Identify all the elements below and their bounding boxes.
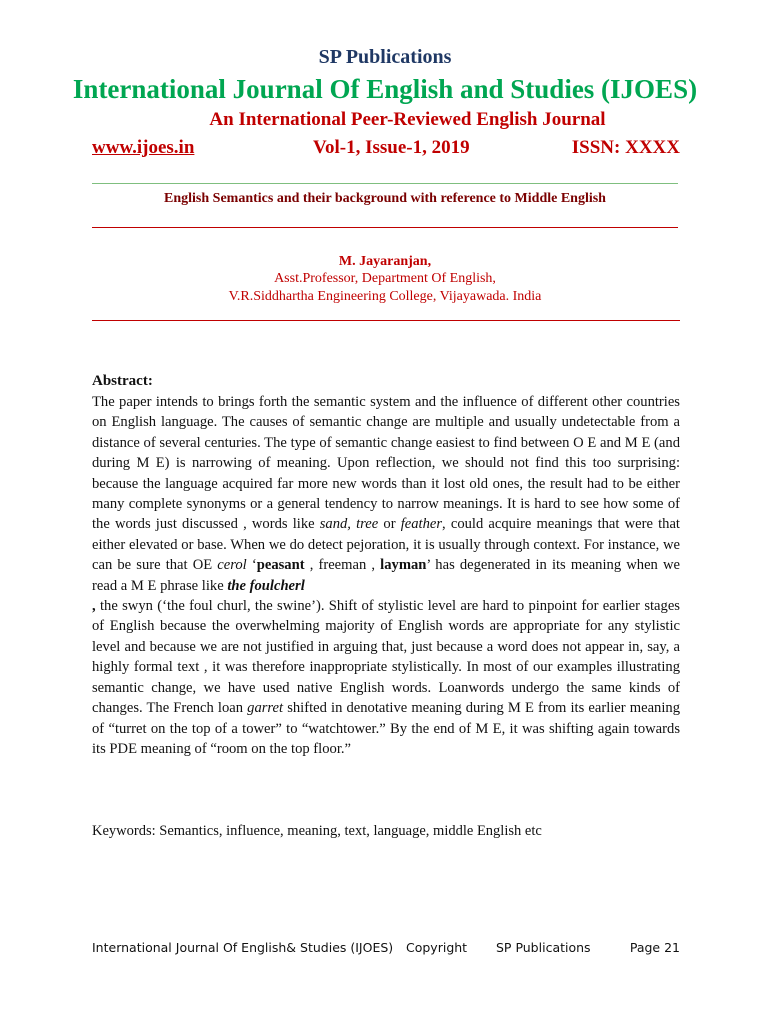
journal-info-row [92, 137, 680, 163]
header-divider [92, 183, 678, 184]
author-affiliation-line1: Asst.Professor, Department Of English, [274, 271, 496, 286]
footer-publisher: SP Publications [496, 940, 591, 955]
abstract-emphasis: feather [400, 516, 443, 533]
journal-title: International Journal Of English and Studies (IJOES) [72, 74, 698, 104]
author-name: M. Jayaranjan, [338, 254, 432, 269]
abstract-body: The paper intends to brings forth the semantic system and the influence of different other countries on English language. The causes of semantic change are multiple and usually undetectable from a distance of several centuries. The type of semantic change easiest to find between O E and M E (and during M E) is narrowing of meaning. Upon reflection, we should not find this too surprising: because the language acquired far more new words than it lost old ones, the result had to be either many complete synonyms or a general tendency to narrow meanings. It is hard to see how some of the words just discussed , words like sand, tree or feather, could acquire meanings that were that either elevated or base. When we do detect pejoration, it is usually through context. For instance, we can be sure that OE cerol ‘peasant , freeman , layman’ has degenerated in its meaning when we read a M E phrase like the foulcherl , the swyn (‘the foul churl, the swine’). Shift of stylistic level are hard to pinpoint for earlier stages of English because the overwhelming majority of English words are appropriate for any stylistic level and because we are not justified in arguing that, just because a word does not appear in, say, a highly formal text , it was therefore inappropriate stylistically. In most of our examples illustrating semantic change, we have used native English words. Loanwords undergo the same kinds of changes. The French loan garret shifted in denotative meaning during M E from its earlier meaning of “turret on the top of a tower” to “watchtower.” By the end of M E, it was shifting again towards its PDE meaning of “room on the top floor.” [92, 394, 680, 757]
journal-website-link[interactable]: www.ijoes.in [92, 137, 195, 158]
keywords: Keywords: Semantics, influence, meaning, text, language, middle English etc [92, 823, 542, 839]
footer-page-number: Page 21 [629, 940, 680, 955]
journal-subtitle: An International Peer-Reviewed English Journal [209, 109, 606, 130]
publisher-name: SP Publications [318, 46, 452, 68]
abstract-strong: layman [380, 557, 427, 574]
abstract-strong-emphasis: the foulcherl [227, 577, 305, 594]
abstract-emphasis: cerol [217, 557, 247, 574]
author-affiliation-line2: V.R.Siddhartha Engineering College, Vijayawada. India [228, 289, 542, 304]
abstract-strong: , [92, 598, 96, 615]
title-divider [92, 227, 678, 228]
author-divider [92, 320, 680, 321]
issn: ISSN: XXXX [571, 137, 680, 158]
footer-journal: International Journal Of English& Studies (IJOES) [92, 940, 394, 955]
paper-title: English Semantics and their background with reference to Middle English [164, 191, 606, 206]
volume-issue: Vol-1, Issue-1, 2019 [313, 137, 470, 158]
footer-copyright: Copyright [406, 940, 468, 955]
abstract-emphasis: garret [247, 700, 284, 717]
page-footer [92, 940, 680, 960]
abstract-emphasis: sand, tree [319, 516, 379, 533]
abstract-heading: Abstract: [92, 373, 153, 389]
abstract-strong: peasant [256, 557, 305, 574]
